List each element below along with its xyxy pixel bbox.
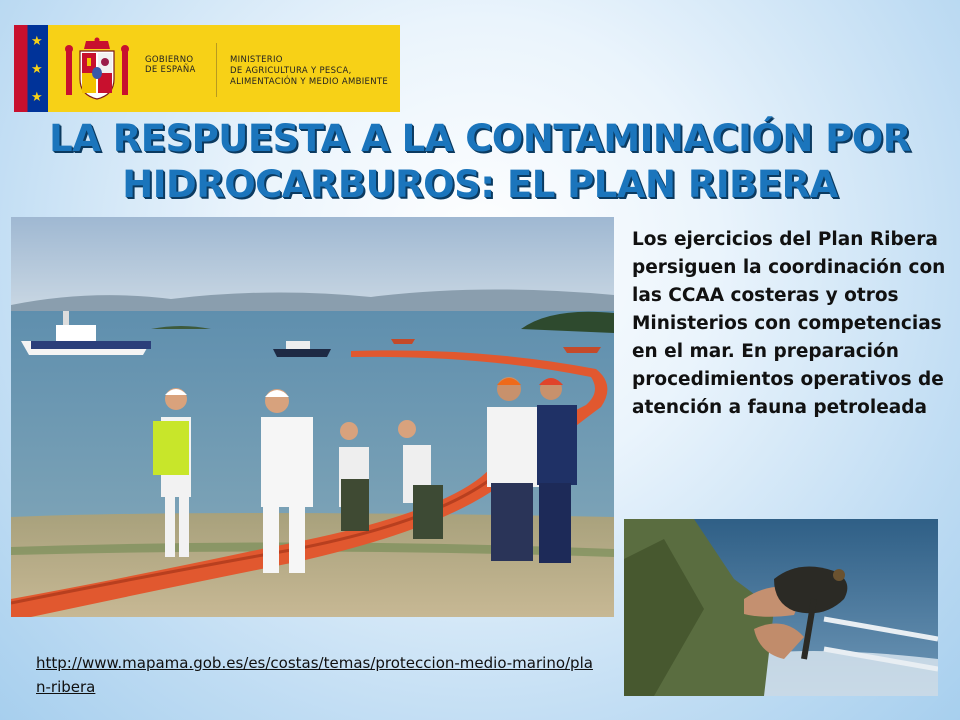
government-name: GOBIERNO DE ESPAÑA bbox=[145, 55, 196, 75]
banner-divider bbox=[216, 43, 217, 97]
star-icon: ★ bbox=[31, 34, 43, 49]
eu-flag-strip bbox=[14, 25, 48, 112]
description-text: Los ejercicios del Plan Ribera persiguen la coordinación con las CCAA costeras y otros Ministerios con competencias en el mar. En preparación procedimientos operativos de atención a fauna petroleada bbox=[632, 229, 946, 418]
ministry-name: MINISTERIO DE AGRICULTURA Y PESCA, ALIMENTACIÓN Y MEDIO AMBIENTE bbox=[230, 55, 389, 87]
plan-ribera-link[interactable]: http://www.mapama.gob.es/es/costas/temas/proteccion-medio-marino/plan-ribera bbox=[36, 654, 593, 696]
slide-title: LA RESPUESTA A LA CONTAMINACIÓN POR HIDROCARBUROS: EL PLAN RIBERA bbox=[49, 117, 911, 206]
oiled-bird-photo bbox=[624, 519, 938, 696]
star-icon: ★ bbox=[31, 62, 43, 77]
government-banner bbox=[14, 25, 400, 112]
exercise-photo bbox=[11, 217, 614, 617]
coat-of-arms-icon bbox=[64, 37, 130, 103]
star-icon: ★ bbox=[31, 90, 43, 105]
